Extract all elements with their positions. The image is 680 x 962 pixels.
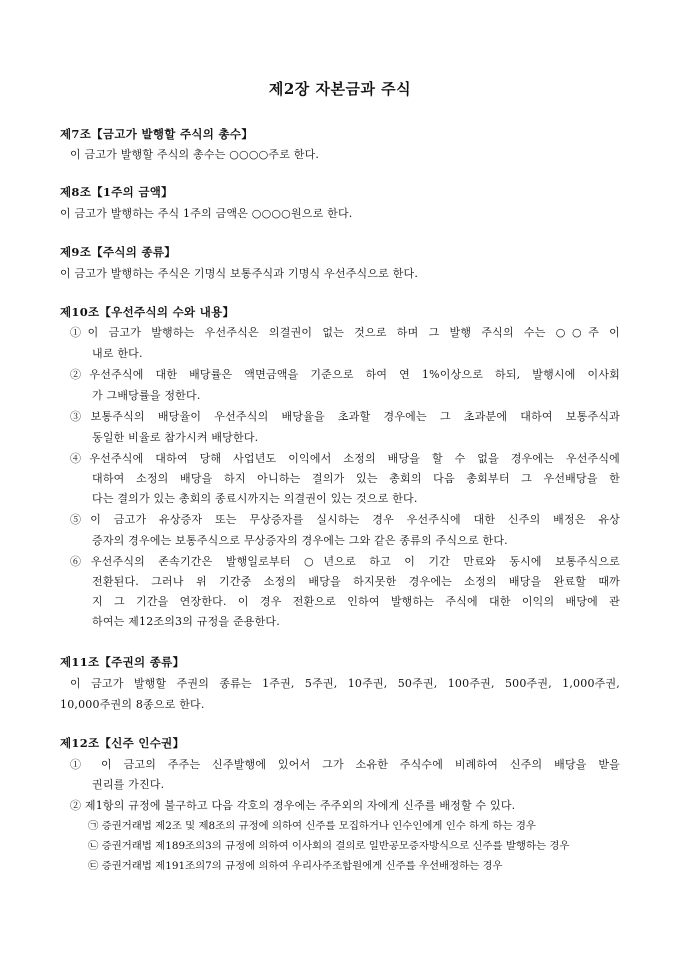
article-11-line-2: 10,000주권의 8종으로 한다.: [60, 698, 205, 711]
article-10-line-5: ③보통주식의 배당율이 우선주식의 배당율을 초과할 경우에는 그 초과분에 대하여 보통주식과: [70, 410, 620, 423]
article-12-item-1: ㉠ 증권거래법 제2조 및 제8조의 규정에 의하여 신주를 모집하거나 인수인에게 인수 하게 하는 경우: [88, 820, 536, 832]
article-10-line-9: 다는 결의가 있는 총회의 종료시까지는 의결권이 있는 것으로 한다.: [92, 492, 418, 505]
article-12-heading: 제12조【신주 인수권】: [60, 736, 185, 750]
article-10-line-4: 가 그배당률을 정한다.: [92, 389, 201, 402]
article-10-line-3: ②우선주식에 대한 배당률은 액면금액을 기준으로 하여 연 1%이상으로 하되, 발행시에 이사회: [70, 368, 620, 381]
article-11-line-1: 이 금고가 발행할 주권의 종류는 1주권, 5주권, 10주권, 50주권, 100주권, 500주권, 1,000주권,: [70, 677, 620, 690]
article-10-line-11: 증자의 경우에는 보통주식으로 무상증자의 경우에는 그와 같은 종류의 주식으로 한다.: [92, 534, 508, 547]
article-8-line-1: 이 금고가 발행하는 주식 1주의 금액은 ○○○○원으로 한다.: [60, 207, 353, 220]
chapter-title: 제2장 자본금과 주식: [268, 80, 412, 98]
article-10-line-1: ①이 금고가 발행하는 우선주식은 의결권이 없는 것으로 하며 그 발행 주식의 수는 ○○주 이: [70, 326, 620, 339]
article-10-line-7: ④우선주식에 대하여 당해 사업년도 이익에서 소정의 배당을 할 수 없을 경우에는 우선주식에: [70, 452, 620, 465]
article-12-item-2: ㉡ 증권거래법 제189조의3의 규정에 의하여 이사회의 결의로 일반공모증자방식으로 신주를 발행하는 경우: [88, 840, 570, 852]
article-10-line-14: 지 그 기간을 연장한다. 이 경우 전환으로 인하여 발행하는 주식에 대한 이익의 배당에 관: [92, 595, 620, 608]
article-10-heading: 제10조【우선주식의 수와 내용】: [60, 305, 235, 319]
article-12-line-3: ② 제1항의 규정에 불구하고 다음 각호의 경우에는 주주외의 자에게 신주를 배정할 수 있다.: [70, 799, 516, 812]
article-9-heading: 제9조【주식의 종류】: [60, 245, 177, 259]
article-10-line-10: ⑤이 금고가 유상증자 또는 무상증자를 실시하는 경우 우선주식에 대한 신주의 배정은 유상: [70, 513, 620, 526]
article-10-line-13: 전환된다. 그러나 위 기간중 소정의 배당을 하지못한 경우에는 소정의 배당을 완료할 때까: [92, 575, 620, 588]
article-7-line-1: 이 금고가 발행할 주식의 총수는 ○○○○주로 한다.: [70, 148, 320, 161]
article-10-line-2: 내로 한다.: [92, 347, 143, 360]
article-7-heading: 제7조【금고가 발행할 주식의 총수】: [60, 127, 254, 141]
article-12-item-3: ㉢ 증권거래법 제191조의7의 규정에 의하여 우리사주조합원에게 신주를 우선배정하는 경우: [88, 860, 503, 872]
article-12-line-1: ① 이 금고의 주주는 신주발행에 있어서 그가 소유한 주식수에 비례하여 신주의 배당을 받을: [70, 758, 620, 771]
article-10-line-6: 동일한 비율로 참가시켜 배당한다.: [92, 431, 259, 444]
article-10-line-15: 하여는 제12조의3의 규정을 준용한다.: [92, 615, 280, 628]
article-11-heading: 제11조【주권의 종류】: [60, 655, 185, 669]
article-8-heading: 제8조【1주의 금액】: [60, 185, 173, 199]
article-10-line-8: 대하여 소정의 배당을 하지 아니하는 결의가 있는 총회의 다음 총회부터 그 우선배당을 한: [92, 472, 620, 485]
article-9-line-1: 이 금고가 발행하는 주식은 기명식 보통주식과 기명식 우선주식으로 한다.: [60, 267, 419, 280]
article-10-line-12: ⑥우선주식의 존속기간은 발행일로부터 ○년으로 하고 이 기간 만료와 동시에 보통주식으로: [70, 555, 620, 568]
article-12-line-2: 권리를 가진다.: [92, 778, 165, 791]
